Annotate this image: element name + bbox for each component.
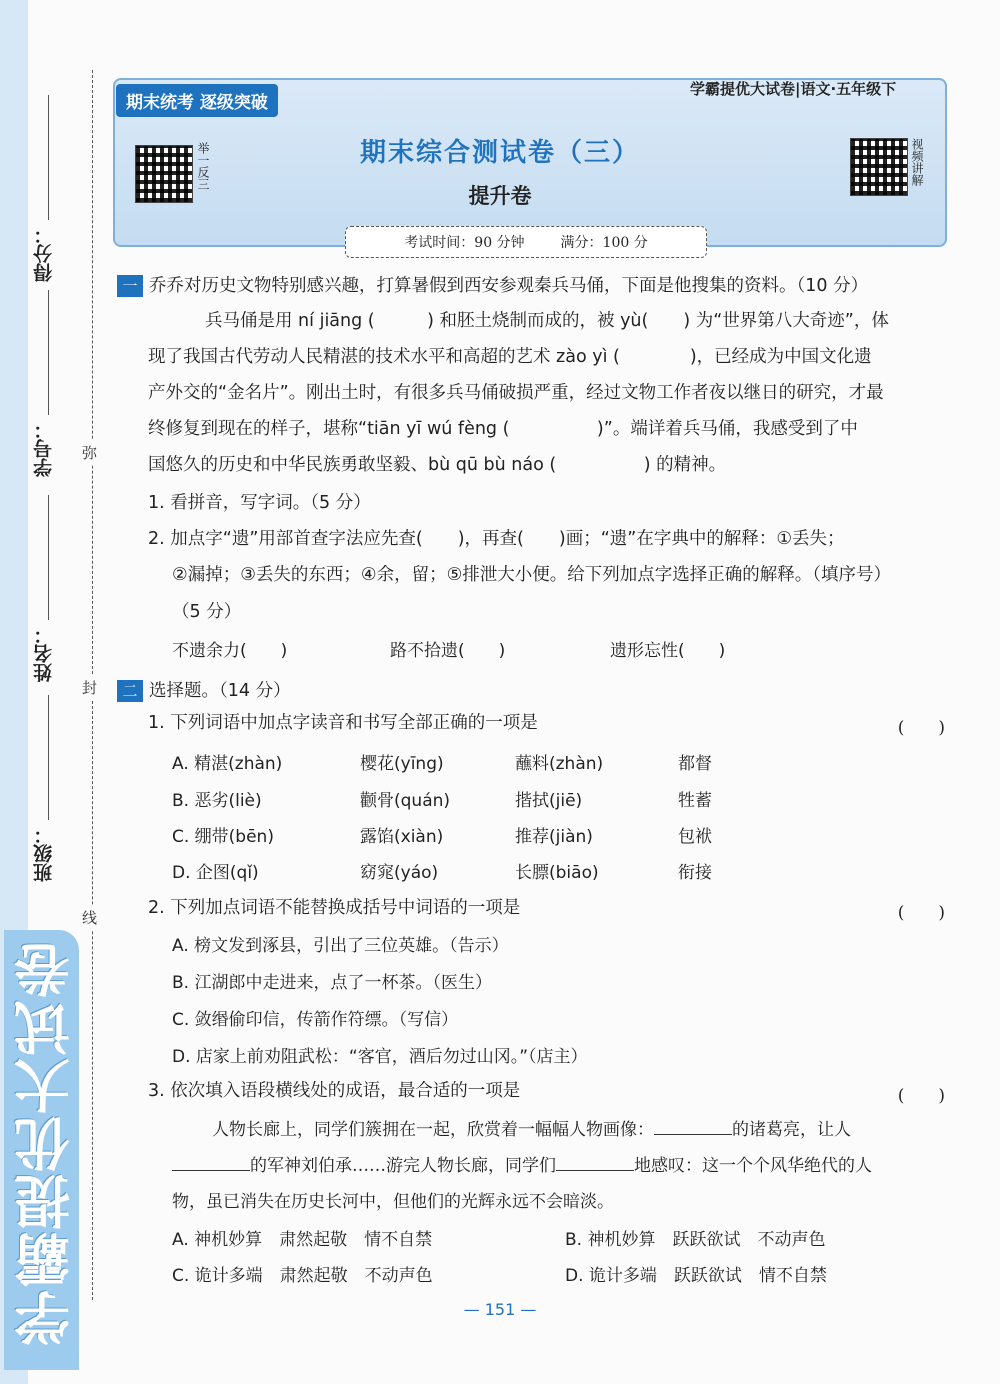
- student-id-label: 学号：: [33, 420, 55, 477]
- q2-3-passage-1a: 人物长廊上，同学们簇拥在一起，欣赏着一幅幅人物画像：: [212, 1120, 654, 1140]
- passage-line-3: 产外交的“金名片”。刚出土时，有很多兵马俑破损严重，经过文物工作者夜以继日的研究，才最: [148, 383, 884, 403]
- passage-line-2: 现了我国古代劳动人民精湛的技术水平和高超的艺术 zào yì ( )，已经成为中国文化遗: [148, 347, 872, 367]
- q2-1-c-3: 推荐(jiàn): [515, 827, 593, 847]
- q2-2-option-b: B. 江湖郎中走进来，点了一杯茶。（医生）: [172, 973, 492, 993]
- q2-3-passage-line-3: 物，虽已消失在历史长河中，但他们的光辉永远不会暗淡。: [172, 1192, 614, 1212]
- q2-3-passage-2b: 地感叹：这一个个风华绝代的人: [634, 1156, 872, 1176]
- q2-1-b-4: 牲蓄: [678, 791, 712, 811]
- full-score: 满分：100 分: [560, 235, 648, 251]
- page-title: 期末综合测试卷（三）: [359, 138, 640, 168]
- question-2-2: 2. 下列加点词语不能替换成括号中词语的一项是: [148, 898, 521, 918]
- passage-line-4: 终修复到现在的样子，堪称“tiān yī wú fèng ( )”。端详着兵马俑，我感受到了中: [148, 419, 858, 439]
- seal-char-mi: 弥: [82, 440, 97, 465]
- q2-1-b-1: B. 恶劣(liè): [172, 791, 262, 811]
- score-label: 得分：: [33, 225, 55, 282]
- section-2-heading: [117, 677, 291, 702]
- student-id-blank: [48, 290, 49, 415]
- section-1-title: 乔乔对历史文物特别感兴趣，打算暑假到西安参观秦兵马俑，下面是他搜集的资料。（10 分）: [149, 276, 869, 296]
- section-2-title: 选择题。（14 分）: [149, 681, 291, 701]
- section-1-heading: [117, 272, 868, 297]
- question-2-1: 1. 下列词语中加点字读音和书写全部正确的一项是: [148, 713, 538, 733]
- q2-1-b-3: 揩拭(jiē): [515, 791, 583, 811]
- answer-paren-2-1: ( ): [897, 718, 945, 738]
- book-series-title: 学霸提优大试卷|语文·五年级下: [690, 80, 897, 98]
- q2-2-option-a: A. 榜文发到涿县，引出了三位英雄。（告示）: [172, 936, 509, 956]
- fill-blank-1[interactable]: [654, 1134, 732, 1135]
- q2-3-passage-2a: 的军神刘伯承……游完人物长廊，同学们: [250, 1156, 556, 1176]
- page-number: — 151 —: [463, 1300, 537, 1319]
- passage-line-1: 兵马俑是用 ní jiāng ( ) 和胚土烧制而成的，被 yù( ) 为“世界第八大奇迹”，体: [205, 311, 889, 331]
- q2-1-d-2: 窈窕(yáo): [360, 863, 439, 883]
- section-1-number: 一: [117, 275, 143, 297]
- qr-left-caption: 举一反三: [196, 142, 210, 190]
- q2-1-d-1: D. 企图(qǐ): [172, 863, 259, 883]
- q2-1-a-3: 蘸料(zhàn): [515, 754, 604, 774]
- name-blank: [48, 495, 49, 620]
- q2-3-passage-line-2: [172, 1151, 872, 1176]
- q2-1-a-2: 樱花(yīng): [360, 754, 444, 774]
- exam-info-box: [345, 226, 707, 258]
- q2-1-d-4: 衔接: [678, 863, 712, 883]
- q2-1-a-1: A. 精湛(zhàn): [172, 754, 283, 774]
- word-lu-bu-shi-yi: 路不拾遗( ): [390, 641, 506, 661]
- fill-blank-2[interactable]: [172, 1170, 250, 1171]
- word-yi-xing-wang-xing: 遗形忘性( ): [610, 641, 726, 661]
- word-bu-yi-yu-li: 不遗余力( ): [172, 641, 288, 661]
- q2-1-c-4: 包袱: [678, 827, 712, 847]
- question-1-2-line-3: （5 分）: [172, 602, 242, 622]
- q2-2-option-d: D. 店家上前劝阻武松：“客官，酒后勿过山冈。”（店主）: [172, 1047, 588, 1067]
- q2-1-b-2: 颧骨(quán): [360, 791, 451, 811]
- q2-1-c-1: C. 绷带(bēn): [172, 827, 274, 847]
- name-label: 姓名：: [33, 625, 55, 682]
- q2-3-passage-line-1: [212, 1115, 851, 1140]
- q2-3-option-b: B. 神机妙算 跃跃欲试 不动声色: [565, 1230, 826, 1250]
- fill-blank-3[interactable]: [556, 1170, 634, 1171]
- series-badge: 期末统考 逐级突破: [116, 84, 278, 117]
- question-1-1: 1. 看拼音，写字词。（5 分）: [148, 493, 371, 513]
- exam-time: 考试时间：90 分钟: [404, 235, 525, 251]
- qr-right-caption: 视频讲解: [910, 138, 924, 186]
- q2-1-a-4: 都督: [678, 754, 712, 774]
- q2-1-d-3: 长膘(biāo): [515, 863, 599, 883]
- q2-3-option-a: A. 神机妙算 肃然起敬 情不自禁: [172, 1230, 433, 1250]
- class-label: 班级：: [33, 825, 55, 882]
- question-1-2-line-2: ②漏掉；③丢失的东西；④余，留；⑤排泄大小便。给下列加点字选择正确的解释。（填序号）: [172, 565, 892, 585]
- question-1-2-line-1: 2. 加点字“遗”用部首查字法应先查( )，再查( )画；“遗”在字典中的解释：①丢失；: [148, 529, 845, 549]
- passage-line-5: 国悠久的历史和中华民族勇敢坚毅、bù qū bù náo ( ) 的精神。: [148, 455, 727, 475]
- class-blank: [48, 695, 49, 820]
- q2-1-c-2: 露馅(xiàn): [360, 827, 444, 847]
- brand-logo-text: 学霸提优大试卷: [13, 940, 79, 1346]
- answer-paren-2-2: ( ): [897, 903, 945, 923]
- section-2-number: 二: [117, 680, 143, 702]
- seal-char-feng: 封: [82, 675, 97, 700]
- q2-3-option-d: D. 诡计多端 跃跃欲试 情不自禁: [565, 1266, 827, 1286]
- q2-2-option-c: C. 敛缗偷印信，传箭作符缥。（写信）: [172, 1010, 459, 1030]
- q2-3-passage-1b: 的诸葛亮，让人: [732, 1120, 851, 1140]
- answer-paren-2-3: ( ): [897, 1086, 945, 1106]
- question-2-3: 3. 依次填入语段横线处的成语，最合适的一项是: [148, 1081, 521, 1101]
- seal-char-xian: 线: [82, 905, 97, 930]
- page-subtitle: 提升卷: [468, 184, 532, 208]
- q2-3-option-c: C. 诡计多端 肃然起敬 不动声色: [172, 1266, 433, 1286]
